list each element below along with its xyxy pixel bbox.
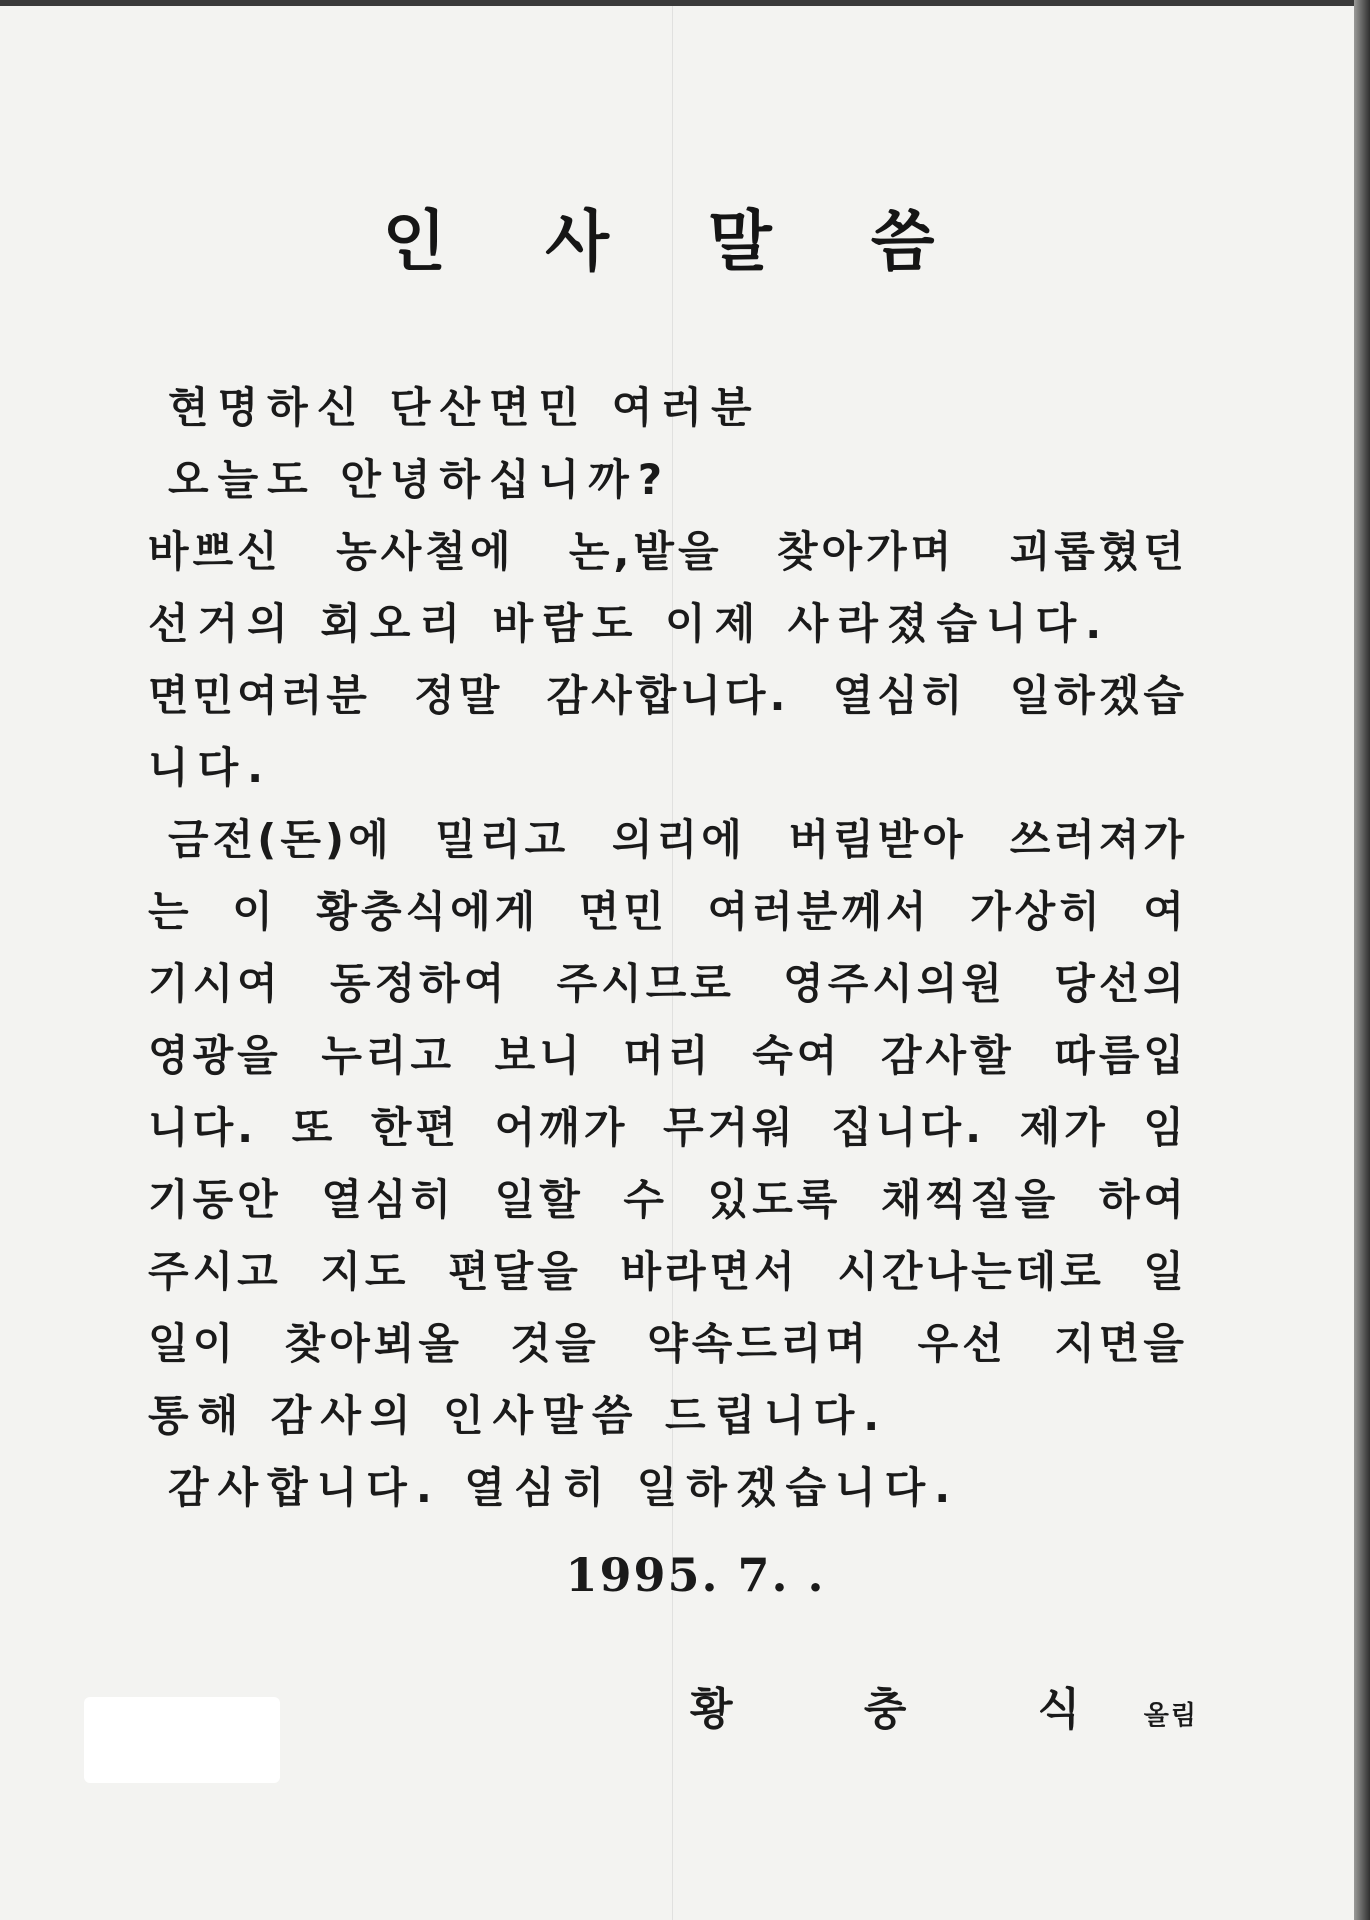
letter-line: 영광을 누리고 보니 머리 숙여 감사할 따름입 — [148, 1031, 1188, 1080]
letter-line: 니다. — [148, 743, 273, 792]
letter-line: 오늘도 안녕하십니까? — [168, 455, 672, 504]
letter-line: 기시여 동정하여 주시므로 영주시의원 당선의 — [148, 959, 1188, 1008]
signature — [690, 1680, 1198, 1740]
letter-line: 는 이 황충식에게 면민 여러분께서 가상히 여 — [148, 887, 1188, 936]
letter-body — [148, 372, 1188, 1524]
letter-line: 바쁘신 농사철에 논,밭을 찾아가며 괴롭혔던 — [148, 527, 1188, 576]
letter-line: 니다. 또 한편 어깨가 무거워 집니다. 제가 임 — [148, 1103, 1188, 1152]
letter-line: 일이 찾아뵈올 것을 약속드리며 우선 지면을 — [148, 1319, 1188, 1368]
letter-line: 주시고 지도 편달을 바라면서 시간나는데로 일 — [148, 1247, 1188, 1296]
letter-line: 현명하신 단산면민 여러분 — [168, 383, 761, 432]
redaction-box — [84, 1697, 280, 1783]
letter-line: 통해 감사의 인사말씀 드립니다. — [148, 1391, 889, 1440]
signature-name: 황 충 식 — [690, 1684, 1139, 1735]
letter-title: 인 사 말 씀 — [382, 203, 973, 280]
scan-right-shadow — [1354, 0, 1370, 1920]
letter-line: 기동안 열심히 일할 수 있도록 채찍질을 하여 — [148, 1175, 1188, 1224]
letter-date: 1995. 7. . — [565, 1548, 826, 1602]
signature-suffix: 올림 — [1143, 1701, 1198, 1731]
letter-line: 선거의 회오리 바람도 이제 사라졌습니다. — [148, 599, 1111, 648]
letter-line: 감사합니다. 열심히 일하겠습니다. — [168, 1463, 960, 1512]
letter-line: 면민여러분 정말 감사합니다. 열심히 일하겠습 — [148, 671, 1188, 720]
letter-line: 금전(돈)에 밀리고 의리에 버림받아 쓰러져가 — [168, 815, 1188, 864]
scan-top-edge — [0, 0, 1370, 6]
